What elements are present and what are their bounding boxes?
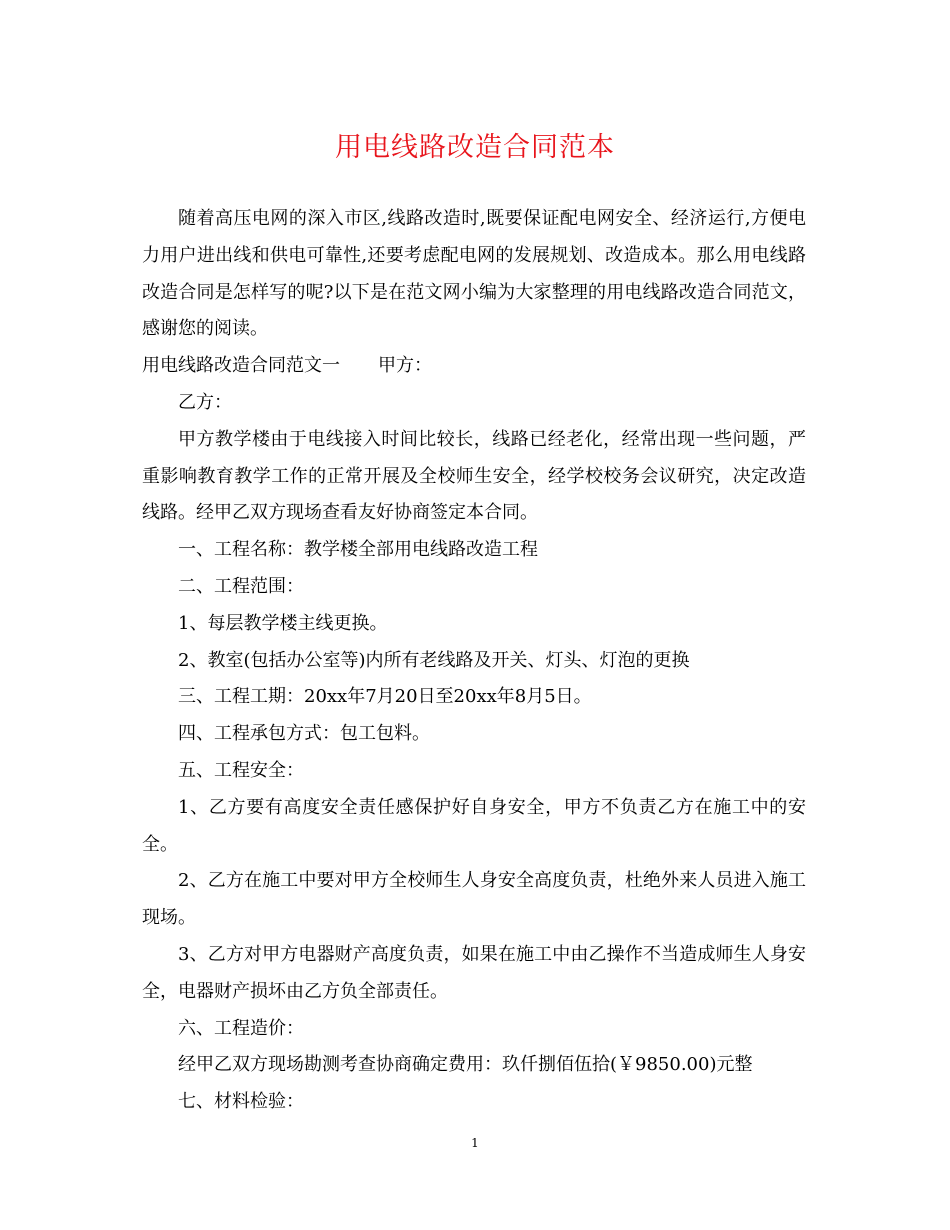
scope-item-1: 1、每层教学楼主线更换。 xyxy=(178,612,388,634)
scope-item-2: 2、教室(包括办公室等)内所有老线路及开关、灯头、灯泡的更换 xyxy=(178,649,690,671)
document-title: 用电线路改造合同范本 xyxy=(335,132,615,163)
safety-item-3: 3、乙方对甲方电器财产高度负责，如果在施工中由乙操作不当造成师生人身安全，电器财产损坏由乙方负全部责任。 xyxy=(142,943,806,1002)
intro-paragraph: 随着高压电网的深入市区,线路改造时,既要保证配电网安全、经济运行,方便电力用户进出线和供电可靠性,还要考虑配电网的发展规划、改造成本。那么用电线路改造合同是怎样写的呢?以下是在范文网小编为大家整理的用电线路改造合同范文，感谢您的阅读。 xyxy=(142,208,806,340)
clause-project-name: 一、工程名称：教学楼全部用电线路改造工程 xyxy=(178,539,538,561)
clause-project-period: 三、工程工期：20xx年7月20日至20xx年8月5日。 xyxy=(178,686,592,708)
page-number: 1 xyxy=(471,1136,479,1150)
clause-material-inspection: 七、材料检验： xyxy=(178,1091,304,1113)
party-a-label: 甲方： xyxy=(378,355,432,377)
sample-heading: 用电线路改造合同范文一 xyxy=(142,355,340,377)
clause-cost: 六、工程造价： xyxy=(178,1017,304,1039)
safety-item-2: 2、乙方在施工中要对甲方全校师生人身安全高度负责，杜绝外来人员进入施工现场。 xyxy=(142,870,806,929)
cost-detail: 经甲乙双方现场勘测考查协商确定费用：玖仟捌佰伍拾(￥9850.00)元整 xyxy=(178,1054,753,1076)
clause-safety: 五、工程安全： xyxy=(178,759,304,781)
sample-heading-line xyxy=(142,348,806,385)
clause-project-scope: 二、工程范围： xyxy=(178,575,304,597)
safety-item-1: 1、乙方要有高度安全责任感保护好自身安全，甲方不负责乙方在施工中的安全。 xyxy=(142,796,806,855)
background-paragraph: 甲方教学楼由于电线接入时间比较长，线路已经老化，经常出现一些问题，严重影响教育教学工作的正常开展及全校师生安全，经学校校务会议研究，决定改造线路。经甲乙双方现场查看友好协商签定本合同。 xyxy=(142,428,806,524)
document-body xyxy=(142,201,806,1121)
party-b-label: 乙方： xyxy=(178,391,232,413)
clause-contract-method: 四、工程承包方式：包工包料。 xyxy=(178,723,430,745)
